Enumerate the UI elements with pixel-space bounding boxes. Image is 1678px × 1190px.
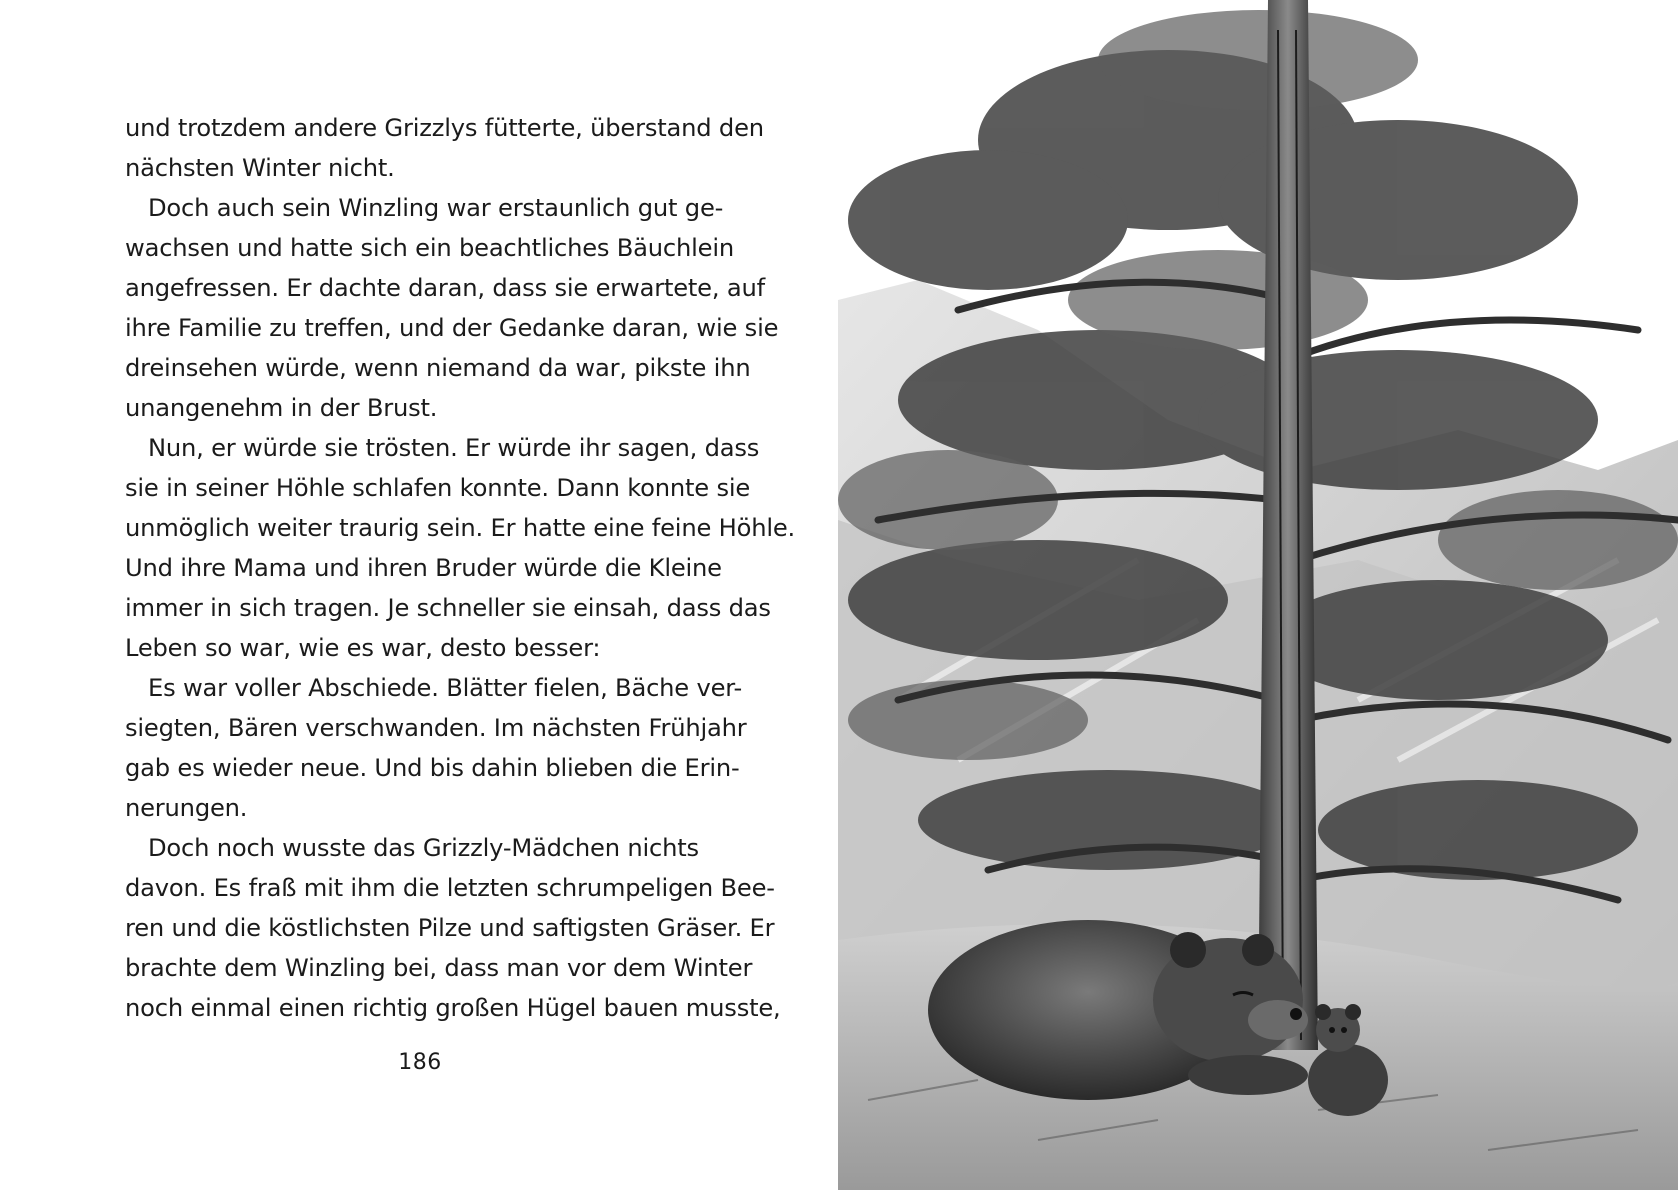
text-line: und trotzdem andere Grizzlys fütterte, überstand den [125,114,764,142]
text-line: angefressen. Er dachte daran, dass sie erwartete, auf [125,274,765,302]
text-line: Und ihre Mama und ihren Bruder würde die Kleine [125,554,722,582]
text-line: nächsten Winter nicht. [125,154,395,182]
text-line: sie in seiner Höhle schlafen konnte. Dann konnte sie [125,474,751,502]
text-line: nerungen. [125,794,248,822]
page-number: 186 [398,1050,442,1075]
adult-bear [928,920,1308,1100]
body-text [125,108,796,1028]
text-line: unangenehm in der Brust. [125,394,438,422]
text-line: Doch noch wusste das Grizzly-Mädchen nichts [148,834,699,862]
text-line: immer in sich tragen. Je schneller sie einsah, dass das [125,594,771,622]
text-line: wachsen und hatte sich ein beachtliches Bäuchlein [125,234,735,262]
text-line: Leben so war, wie es war, desto besser: [125,634,601,662]
text-line: ihre Familie zu treffen, und der Gedanke daran, wie sie [125,314,779,342]
text-line: gab es wieder neue. Und bis dahin blieben die Erin- [125,754,740,782]
text-line: Nun, er würde sie trösten. Er würde ihr sagen, dass [148,434,760,462]
text-line: noch einmal einen richtig großen Hügel bauen musste, [125,994,781,1022]
right-page [838,0,1678,1190]
text-line: Doch auch sein Winzling war erstaunlich gut ge- [148,194,724,222]
text-line: siegten, Bären verschwanden. Im nächsten Frühjahr [125,714,747,742]
text-line: dreinsehen würde, wenn niemand da war, pikste ihn [125,354,751,382]
text-line: davon. Es fraß mit ihm die letzten schrumpeligen Bee- [125,874,775,902]
text-line: brachte dem Winzling bei, dass man vor dem Winter [125,954,753,982]
pine-tree-bears-illustration [838,0,1678,1190]
left-page [0,0,838,1190]
text-line: ren und die köstlichsten Pilze und saftigsten Gräser. Er [125,914,775,942]
text-line: unmöglich weiter traurig sein. Er hatte eine feine Höhle. [125,514,796,542]
text-line: Es war voller Abschiede. Blätter fielen, Bäche ver- [148,674,742,702]
